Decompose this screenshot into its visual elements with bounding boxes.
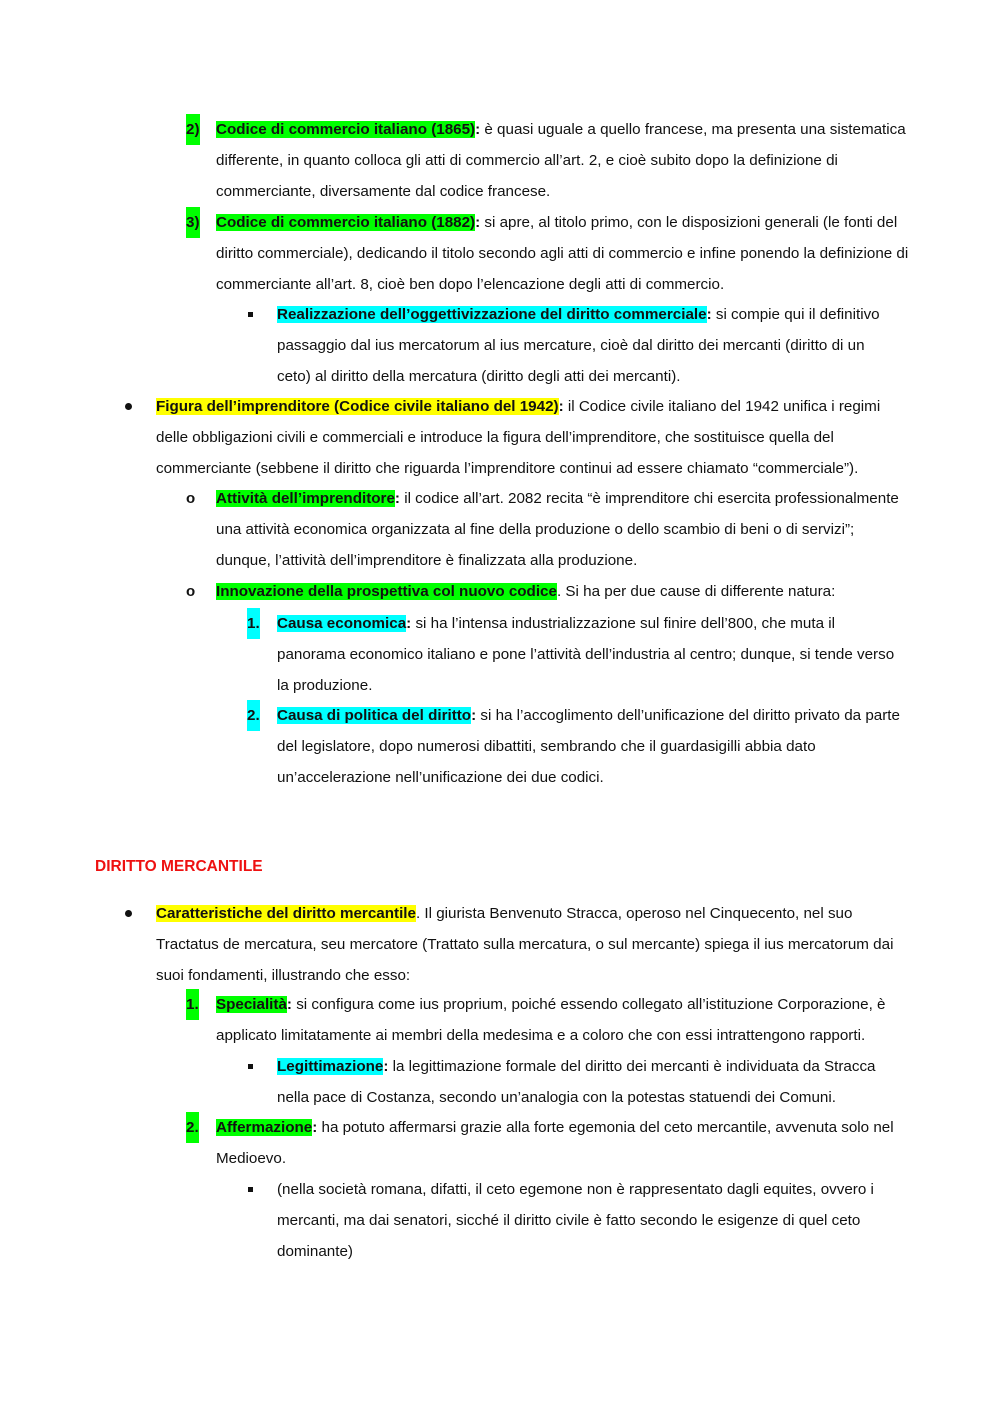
list-number: 1. bbox=[247, 608, 260, 639]
highlighted-term: Figura dell’imprenditore (Codice civile italiano del 1942) bbox=[156, 398, 559, 415]
square-bullet-icon bbox=[248, 312, 253, 317]
highlighted-term: Innovazione della prospettiva col nuovo codice bbox=[216, 583, 557, 600]
item-text: si apre, al titolo primo, con le disposizioni generali (le fonti del diritto commerciale), dedicando il titolo secondo agli atti di commercio e infine ponendo la definizione di commerciante all’art. 8, cioè ben dopo l’elencazione degli atti di commercio. bbox=[216, 214, 909, 293]
list-number: 2. bbox=[247, 700, 260, 731]
item-text: ha potuto affermarsi grazie alla forte egemonia del ceto mercantile, avvenuta solo nel Medioevo. bbox=[216, 1119, 894, 1167]
item-text: si ha l’intensa industrializzazione sul finire dell’800, che muta il panorama economico italiano e pone l’attività dell’industria al centro; dunque, si tende verso la produzione. bbox=[277, 615, 895, 694]
bullet-icon bbox=[125, 403, 132, 410]
term-separator: : bbox=[475, 214, 481, 231]
term-separator: : bbox=[406, 615, 412, 632]
highlighted-term: Codice di commercio italiano (1865) bbox=[216, 121, 476, 138]
term-separator: : bbox=[706, 306, 712, 323]
square-bullet-icon bbox=[248, 1064, 253, 1069]
term-separator: : bbox=[383, 1058, 389, 1075]
list-item bbox=[216, 114, 916, 207]
list-item bbox=[277, 608, 897, 701]
bullet-icon bbox=[125, 910, 132, 917]
item-text: il codice all’art. 2082 recita “è imprenditore chi esercita professionalmente una attività economica organizzata al fine della produzione o dello scambio di beni o di servizi”; dunque, l’attività dell’imprenditore è finalizzata alla produzione. bbox=[216, 490, 899, 569]
highlighted-term: Attività dell’imprenditore bbox=[216, 490, 395, 507]
item-text: si compie qui il definitivo passaggio dal ius mercatorum al ius mercature, cioè dal diritto dei mercanti (diritto di un ceto) al diritto della mercatura (diritto degli atti dei mercanti). bbox=[277, 306, 880, 385]
highlighted-term: Legittimazione bbox=[277, 1058, 384, 1075]
list-item bbox=[216, 483, 906, 576]
term-separator: : bbox=[471, 707, 477, 724]
item-text: (nella società romana, difatti, il ceto egemone non è rappresentato dagli equites, ovvero i mercanti, ma dai senatori, sicché il diritto civile è fatto secondo le esigenze di quel ceto dominante) bbox=[277, 1181, 874, 1260]
highlighted-term: Affermazione bbox=[216, 1119, 313, 1136]
item-text: Si ha per due cause di differente natura: bbox=[561, 583, 836, 600]
highlighted-term: Codice di commercio italiano (1882) bbox=[216, 214, 476, 231]
term-separator: : bbox=[394, 490, 400, 507]
list-number: 2. bbox=[186, 1112, 199, 1143]
circle-bullet-icon: o bbox=[186, 490, 196, 507]
list-number: 3) bbox=[186, 207, 200, 238]
list-item bbox=[277, 1051, 897, 1113]
highlighted-term: Realizzazione dell’oggettivizzazione del diritto commerciale bbox=[277, 306, 707, 323]
highlighted-term: Causa di politica del diritto bbox=[277, 707, 472, 724]
list-item bbox=[277, 700, 909, 793]
list-number: 2) bbox=[186, 114, 200, 145]
highlighted-term: Specialità bbox=[216, 996, 287, 1013]
term-separator: : bbox=[475, 121, 481, 138]
list-item bbox=[277, 1174, 902, 1267]
list-number: 1. bbox=[186, 989, 199, 1020]
list-item bbox=[156, 391, 906, 484]
item-text: si ha l’accoglimento dell’unificazione del diritto privato da parte del legislatore, dopo numerosi dibattiti, sembrando che il guardasigilli abbia dato un’accelerazione nell’unificazione dei due codici. bbox=[277, 707, 900, 786]
term-separator: . bbox=[415, 905, 421, 922]
term-separator: : bbox=[558, 398, 564, 415]
item-text: Il giurista Benvenuto Stracca, operoso nel Cinquecento, nel suo Tractatus de mercatura, seu mercatore (Trattato sulla mercatura, o sul mercante) spiega il ius mercatorum dai suoi fondamenti, illustrando che esso: bbox=[156, 905, 894, 984]
list-item bbox=[216, 989, 916, 1051]
highlighted-term: Causa economica bbox=[277, 615, 407, 632]
term-separator: . bbox=[556, 583, 562, 600]
item-text: è quasi uguale a quello francese, ma presenta una sistematica differente, in quanto colloca gli atti di commercio all’art. 2, e cioè subito dopo la definizione di commerciante, diversamente dal codice francese. bbox=[216, 121, 906, 200]
square-bullet-icon bbox=[248, 1187, 253, 1192]
highlighted-term: Caratteristiche del diritto mercantile bbox=[156, 905, 416, 922]
item-text: la legittimazione formale del diritto dei mercanti è individuata da Stracca nella pace di Costanza, secondo un’analogia con la potestas statuendi dei Comuni. bbox=[277, 1058, 876, 1106]
term-separator: : bbox=[312, 1119, 318, 1136]
list-item bbox=[216, 1112, 916, 1174]
list-item bbox=[156, 898, 896, 991]
item-text: il Codice civile italiano del 1942 unifica i regimi delle obbligazioni civili e commerciali e introduce la figura dell’imprenditore, che sostituisce quella del commerciante (sebbene il diritto che riguarda l’imprenditore continui ad essere chiamato “commerciale”). bbox=[156, 398, 881, 477]
section-heading: DIRITTO MERCANTILE bbox=[95, 858, 263, 875]
term-separator: : bbox=[286, 996, 292, 1013]
circle-bullet-icon: o bbox=[186, 583, 196, 600]
item-text: si configura come ius proprium, poiché essendo collegato all’istituzione Corporazione, è applicato limitatamente ai membri della medesima e a coloro che con essi intrattengono rapporti. bbox=[216, 996, 886, 1044]
list-item bbox=[216, 207, 916, 300]
list-item bbox=[277, 299, 902, 392]
list-item bbox=[216, 576, 906, 607]
